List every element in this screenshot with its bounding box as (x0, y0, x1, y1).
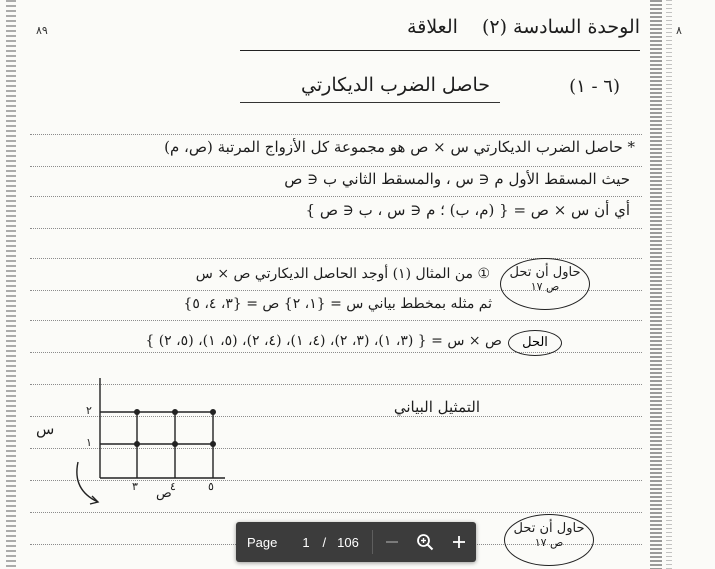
graph-y-tick: ١ (86, 436, 92, 449)
total-pages: 106 (337, 534, 359, 550)
graph-point (134, 409, 140, 415)
lesson-number: (٦ - ١) (569, 76, 620, 97)
definition-line-2: حيث المسقط الأول م ∈ س ، والمسقط الثاني ب ∈ ص (284, 170, 630, 188)
graph-curved-arrow (77, 462, 98, 502)
graph-y-tick: ٢ (86, 404, 92, 417)
plus-icon (452, 535, 466, 549)
graph-point (134, 441, 140, 447)
page-label: Page (247, 534, 278, 550)
definition-line-3: أي أن س × ص = { (م، ب) ؛ م ∈ س ، ب ∈ ص } (305, 201, 630, 219)
minus-icon (385, 535, 399, 549)
zoom-in-button[interactable] (442, 522, 476, 562)
pdf-page-toolbar (236, 522, 476, 562)
example-line-2: ثم مثله بمخطط بياني س = {١، ٢} ص = {٣، ٤، ٥} (183, 296, 492, 312)
zoom-out-button[interactable] (375, 522, 409, 562)
definition-line-1: * حاصل الضرب الديكارتي س × ص هو مجموعة كل الأزواج المرتبة (ص، م) (164, 138, 635, 156)
graph-x-tick: ٣ (132, 480, 138, 493)
page-separator: / (322, 534, 327, 550)
graph-point (210, 441, 216, 447)
current-page-input[interactable]: 1 (302, 534, 310, 550)
zoom-magnifier-icon (416, 533, 434, 551)
solution-line: ص × س = { (٣، ١)، (٣، ٢)، (٤، ١)، (٤، ٢)، (٥، ١)، (٥، ٢) } (145, 333, 502, 349)
solution-label: الحل (508, 330, 562, 356)
graph-y-label: س (36, 420, 55, 438)
try-it-bubble: حاول أن تحل ص ١٧ (500, 258, 590, 310)
graph-x-tick: ٤ (170, 480, 176, 493)
lesson-title: حاصل الضرب الديكارتي (301, 74, 490, 96)
zoom-fit-button[interactable] (409, 522, 443, 562)
toolbar-divider (372, 530, 373, 554)
try-it-bubble: حاول أن تحل ص ١٧ (504, 514, 594, 566)
header-unit: الوحدة السادسة (٢) العلاقة (407, 16, 640, 38)
page-number-right: ٨ (676, 24, 682, 37)
graph-point (172, 409, 178, 415)
graph-x-label: ص (156, 486, 172, 501)
graph-point (210, 409, 216, 415)
graph-point (172, 441, 178, 447)
graph-title: التمثيل البياني (393, 398, 480, 416)
graph-x-tick: ٥ (208, 480, 214, 493)
page-number-left: ٨٩ (36, 24, 48, 37)
example-line-1: ① من المثال (١) أوجد الحاصل الديكارتي ص × س (195, 266, 490, 282)
